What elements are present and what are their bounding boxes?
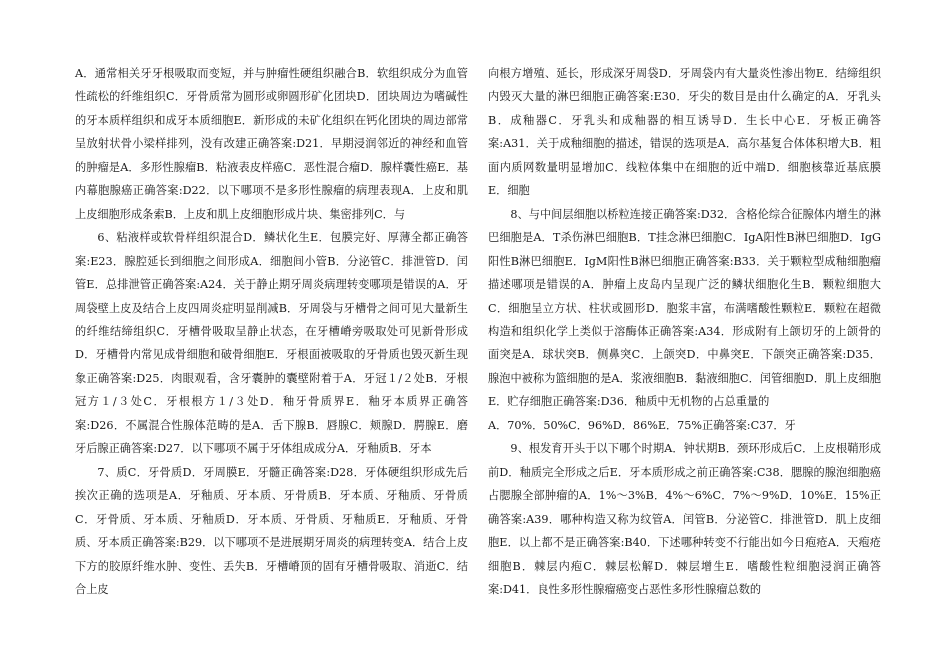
paragraph: 8、与中间层细胞以桥粒连接正确答案:D32．含格伦综合征腺体内增生的淋巴细胞是A．T杀伤淋巴细胞B．T挂念淋巴细胞C．IgA阳性B淋巴细胞D．IgG阳性B淋巴细胞E．IgM阳性B淋巴细胞正确答案:B33．关于颗粒型成釉细胞瘤描述哪项是错误的A．肿瘤上皮岛内呈现广泛的鳞状细胞化生B．颗粒细胞大C．细胞呈立方状、柱状或圆形D．胞浆丰富，布满嗜酸性颗粒E．颗粒在超微构造和组织化学上类似于溶酶体正确答案:A34．形成附有上颌切牙的上颌骨的面突是A．球状突B．侧鼻突C．上颌突D．中鼻突E．下颌突正确答案:D35．腺泡中被称为篮细胞的是A．浆液细胞B．黏液细胞C．闰管细胞D．肌上皮细胞E．贮存细胞正确答案:D36．釉质中无机物的占总重量的	[488, 207, 881, 409]
paragraph: 7、质C．牙骨质D．牙周膜E．牙髓正确答案:D28．牙体硬组织形成先后挨次正确的选项是A．牙釉质、牙本质、牙骨质B．牙本质、牙釉质、牙骨质C．牙骨质、牙本质、牙釉质D．牙本质、牙骨质、牙釉质E．牙釉质、牙骨质、牙本质正确答案:B29．以下哪项不是进展期牙周炎的病理转变A．结合上皮下方的胶原纤维水肿、变性、丢失B．牙槽嵴顶的固有牙槽骨吸取、消逝C．结合上皮	[75, 465, 468, 596]
paragraph: A．通常相关牙牙根吸取而变短，并与肿瘤性硬组织融合B．软组织成分为血管性疏松的纤维组织C．牙骨质常为圆形或卵圆形矿化团块D．团块周边为嗜碱性的牙本质样组织和成牙本质细胞E．新形成的未矿化组织在钙化团块的周边部常呈放射状骨小梁样排列，没有改建正确答案:D21．早期浸润邻近的神经和血管的肿瘤是A．多形性腺瘤B．粘液表皮样癌C．恶性混合瘤D．腺样囊性癌E．基内幕胞腺癌正确答案:D22．以下哪项不是多形性腺瘤的病理表现A．上皮和肌上皮细胞形成条索B．上皮和肌上皮细胞形成片块、集密排列C．与	[75, 67, 468, 221]
left-column	[75, 62, 468, 601]
paragraph: 向根方增殖、延长，形成深牙周袋D．牙周袋内有大量炎性渗出物E．结缔组织内毁灭大量的淋巴细胞正确答案:E30．牙尖的数目是由什么确定的A．牙乳头B．成釉器C．牙乳头和成釉器的相互诱导D．生长中心E．牙板正确答案:A31．关于成釉细胞的描述，错误的选项是A．高尔基复合体体积增大B．粗面内质网数量明显增加C．线粒体集中在细胞的近中端D．细胞核靠近基底膜E．细胞	[488, 67, 881, 198]
paragraph: 9、根发育开头于以下哪个时期A．钟状期B．颈环形成后C．上皮根鞘形成前D．釉质完全形成之后E．牙本质形成之前正确答案:C38．腮腺的腺泡细胞癌占腮腺全部肿瘤的A．1%～3%B．4%～6%C．7%～9%D．10%E．15%正确答案:A39．哪种构造又称为纹管A．闰管B．分泌管C．排泄管D．肌上皮细胞E．以上都不是正确答案:B40．下述哪种转变不行能出如今日疱疮A．天疱疮细胞B．棘层内疱C．棘层松解D．棘层增生E．嗜酸性粒细胞浸润正确答案:D41．良性多形性腺瘤癌变占恶性多形性腺瘤总数的	[488, 442, 881, 596]
right-column	[488, 62, 881, 601]
paragraph: A．70%．50%C．96%D．86%E．75%正确答案:C37．牙	[488, 418, 796, 432]
paragraph: 6、粘液样或软骨样组织混合D．鳞状化生E．包膜完好、厚薄全都正确答案:E23．腺腔延长到细胞之间形成A．细胞间小管B．分泌管C．排泄管D．闰管E．总排泄管正确答案:A24．关于静止期牙周炎病理转变哪项是错误的A．牙周袋壁上皮及结合上皮四周炎症明显削减B．牙周袋与牙槽骨之间可见大量新生的纤维结缔组织C．牙槽骨吸取呈静止状态，在牙槽嵴旁吸取处可见新骨形成D．牙槽骨内常见成骨细胞和破骨细胞E．牙根面被吸取的牙骨质也毁灭新生现象正确答案:D25．肉眼观看，含牙囊肿的囊壁附着于A．牙冠１/２处B．牙根冠方１/３处C．牙根根方１/３处D．釉牙骨质界E．釉牙本质界正确答案:D26．不属混合性腺体范畴的是A．舌下腺B．唇腺C．颊腺D．腭腺E．磨牙后腺正确答案:D27．以下哪项不属于牙体组成成分A．牙釉质B．牙本	[75, 231, 468, 456]
